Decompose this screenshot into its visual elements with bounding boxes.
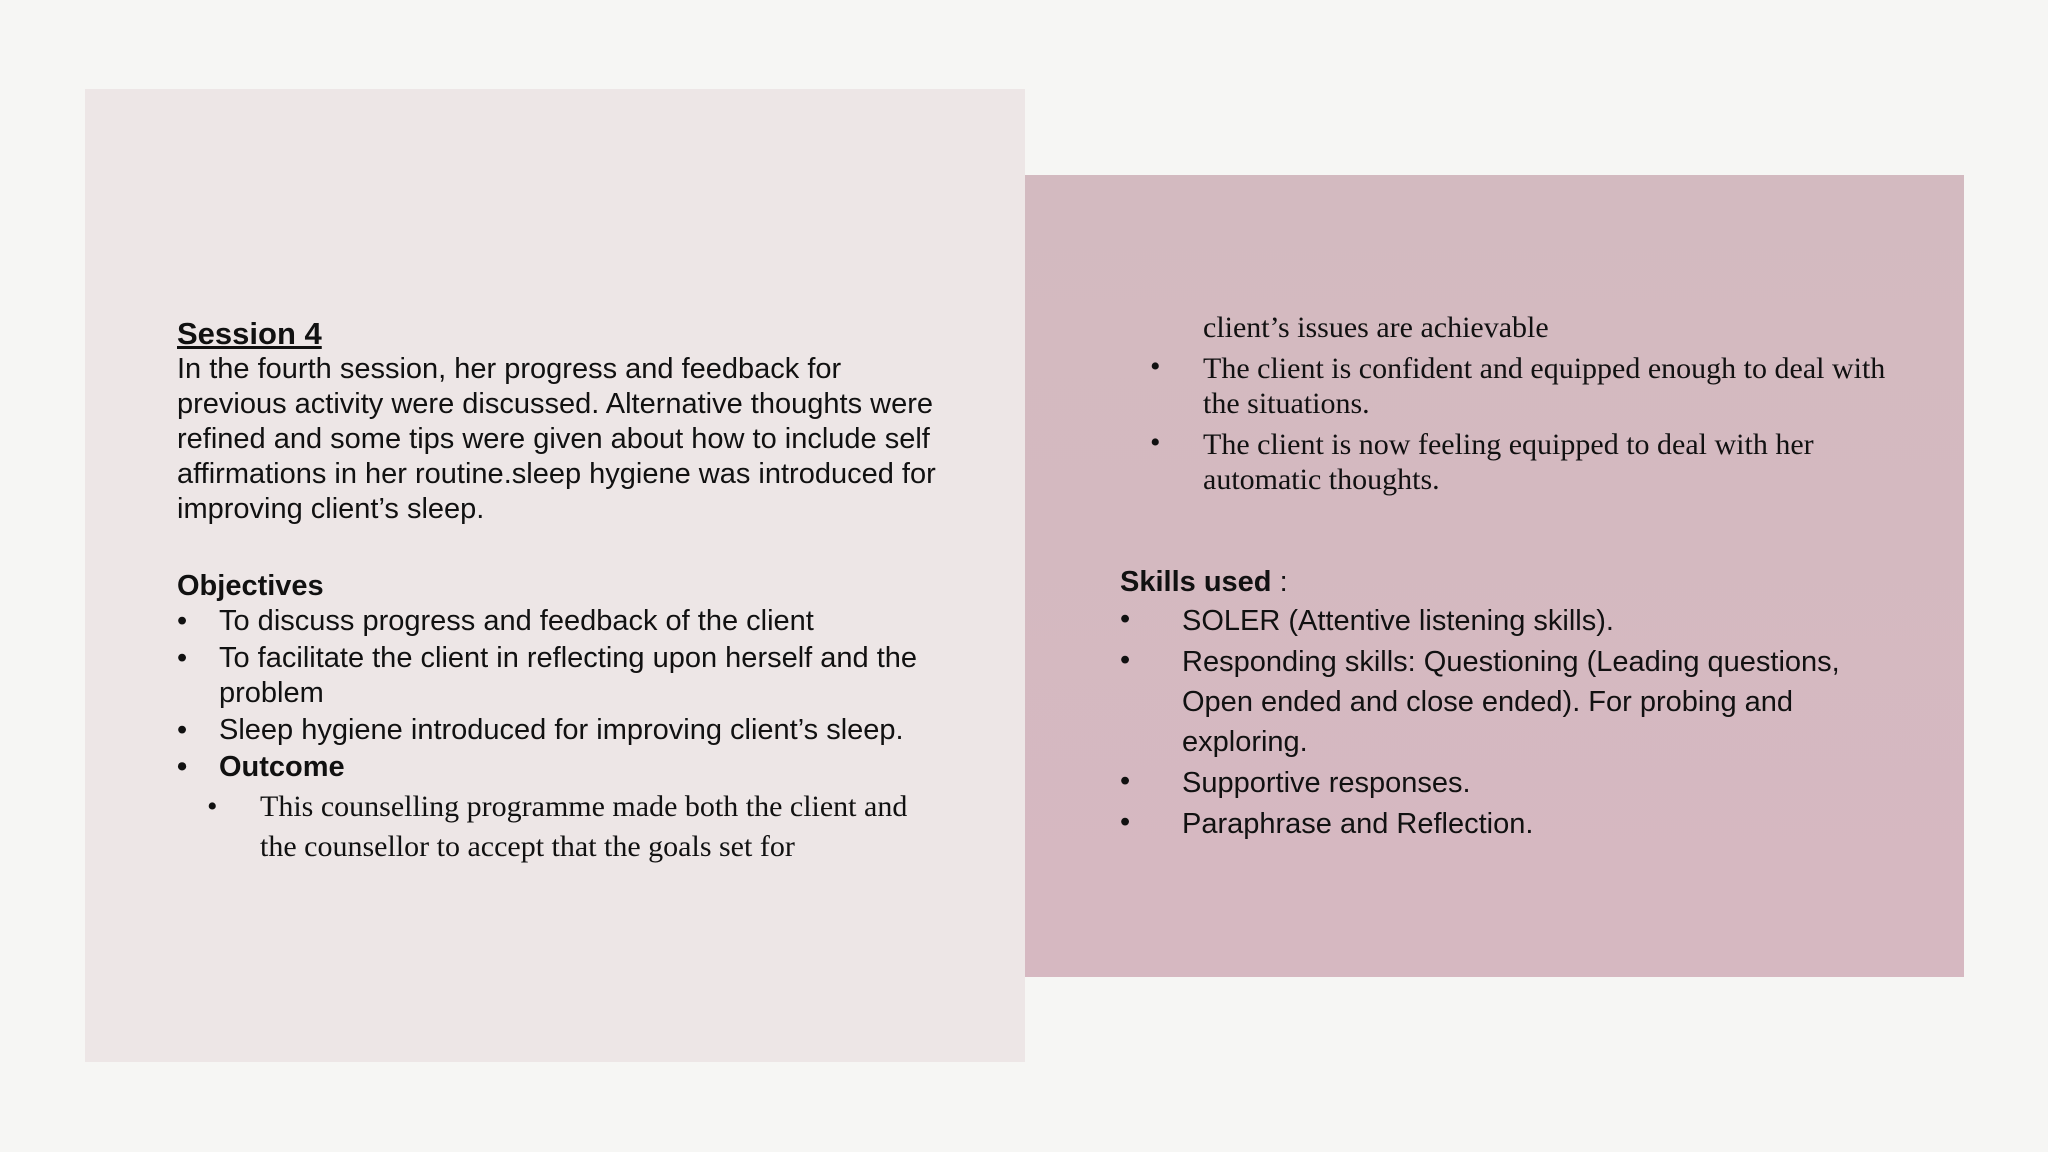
outcome-list — [177, 787, 937, 867]
outcome-item: • The client is confident and equipped enough to deal with the situations. — [1120, 351, 1900, 421]
outcome-item: • This counselling programme made both the client and the counsellor to accept that the goals set for — [177, 787, 937, 867]
objective-item: • Sleep hygiene introduced for improving client’s sleep. — [177, 713, 937, 748]
session-title: Session 4 — [177, 316, 322, 351]
objective-item: • To facilitate the client in reflecting upon herself and the problem — [177, 641, 937, 711]
session-intro: In the fourth session, her progress and feedback for previous activity were discussed. Alternative thoughts were refined and some tips were given about how to include self affirmations in her routine.sleep hygiene was introduced for improving client’s sleep. — [177, 353, 936, 525]
skills-heading-label: Skills used — [1120, 566, 1272, 598]
skills-heading — [1120, 565, 1900, 600]
left-column — [177, 316, 937, 867]
objective-item: • To discuss progress and feedback of the client — [177, 604, 937, 639]
outcome-continuation-block — [1120, 310, 1900, 497]
skill-item: • SOLER (Attentive listening skills). — [1120, 601, 1900, 641]
objectives-heading: Objectives — [177, 570, 324, 602]
skills-heading-colon: : — [1271, 566, 1288, 598]
outcome-list-continued — [1120, 351, 1900, 497]
outcome-heading: • Outcome — [177, 750, 937, 785]
outcome-continuation: client’s issues are achievable — [1203, 311, 1549, 344]
skills-list — [1120, 601, 1900, 844]
outcome-item: • The client is now feeling equipped to deal with her automatic thoughts. — [1120, 427, 1900, 497]
objectives-list — [177, 604, 937, 785]
skill-item: • Supportive responses. — [1120, 763, 1900, 803]
right-column — [1120, 310, 1900, 844]
skill-item: • Paraphrase and Reflection. — [1120, 804, 1900, 844]
skill-item: • Responding skills: Questioning (Leading questions, Open ended and close ended). For probing and exploring. — [1120, 642, 1900, 762]
